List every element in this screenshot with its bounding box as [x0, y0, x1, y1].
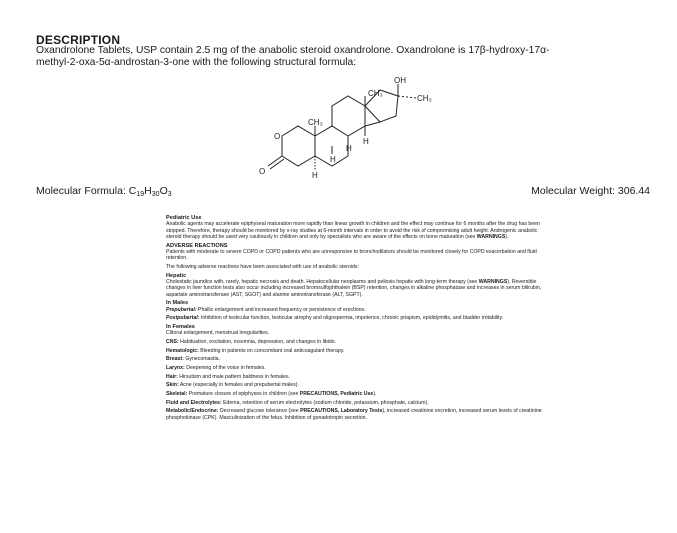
- prepubertal-item: Prepubertal: Phallic enlargement and increased frequency or persistence of erections.: [166, 306, 366, 313]
- skeletal-item: Skeletal: Premature closure of epiphyses in children (see PRECAUTIONS, Pediatric Use).: [166, 391, 377, 398]
- h-c9-label: H: [330, 155, 336, 164]
- hepatic-heading: Hepatic: [166, 272, 187, 279]
- adverse-heading: ADVERSE REACTIONS: [166, 242, 228, 249]
- description-line-2: methyl-2-oxa-5α-androstan-3-one with the following structural formula:: [36, 57, 357, 68]
- postpubertal-item: Postpubertal: Inhibition of testicular function, testicular atrophy and oligospermia, impotence, chronic priapism, epididymitis, and bladder irritability.: [166, 315, 504, 322]
- ch3-top-label: CH₃: [368, 89, 383, 98]
- ch3-c10-label: CH₃: [308, 118, 323, 127]
- pediatric-paragraph: Anabolic agents may accelerate epiphyseal maturation more rapidly than linear growth in children and the effect may continue for 6 months after the drug has been stopped. Therefore, therapy should be monitored by x-ray studies at 6-month intervals in order to avoid the risk of compromising adult height. Androgenic anabolic steroid therapy should be used very cautiously in children and only by specialists who are aware of the effects on bone maturation (see WARNINGS).: [166, 221, 540, 241]
- females-heading: In Females: [166, 323, 195, 330]
- oh-label: OH: [394, 76, 406, 85]
- h-c8-label: H: [346, 144, 352, 153]
- females-item: Clitoral enlargement, menstrual irregularities.: [166, 330, 270, 337]
- males-heading: In Males: [166, 300, 189, 307]
- adverse-paragraph: Patients with moderate to severe COPD or COPD patients who are unresponsive to bronchodilators should be monitored closely for COPD exacerbation and fluid retention.: [166, 249, 537, 262]
- hair-item: Hair: Hirsutism and male pattern baldness in females.: [166, 373, 290, 380]
- adverse-intro: The following adverse reactions have been associated with use of anabolic steroids:: [166, 264, 359, 271]
- ring-oxygen-label: O: [274, 132, 281, 141]
- molecular-weight: Molecular Weight: 306.44: [531, 185, 650, 197]
- hematologic-item: Hematologic: Bleeding in patients on concomitant oral anticoagulant therapy.: [166, 347, 345, 354]
- structural-formula: [250, 74, 440, 192]
- skin-item: Skin: Acne (especially in females and prepubertal males).: [166, 382, 299, 389]
- larynx-item: Larynx: Deepening of the voice in females.: [166, 365, 266, 372]
- ch3-methyl-label: CH₃: [417, 94, 432, 103]
- keto-oxygen-label: O: [259, 167, 266, 176]
- molecular-formula: Molecular Formula: $C_{19}H_{30}O_3$: [36, 185, 172, 198]
- h-c5-label: H: [312, 171, 318, 180]
- hepatic-paragraph: Cholestatic jaundice with, rarely, hepatic necrosis and death. Hepatocellular neoplasms and peliosis hepatis with long-term therapy (see WARNINGS). Reversible changes in liver function tests also occur including increased bromsulfophthalein (BSP) retention, changes in alkaline phosphatase and increases in serum bilirubin, aspartate aminotransferase (AST, SGOT) and alanine aminotransferase (ALT, SGPT).: [166, 279, 542, 298]
- fluid-item: Fluid and Electrolytes: Edema, retention of serum electrolytes (sodium chloride, potassium, phosphate, calcium).: [166, 399, 429, 406]
- description-line-1: Oxandrolone Tablets, USP contain 2.5 mg of the anabolic steroid oxandrolone. Oxandrolone is 17β-hydroxy-17α-: [36, 45, 550, 56]
- cns-item: CNS: Habituation, excitation, insomnia, depression, and changes in libido.: [166, 338, 337, 345]
- h-c14-label: H: [363, 137, 369, 146]
- pediatric-heading: Pediatric Use: [166, 215, 202, 222]
- label-body-text: [166, 214, 548, 423]
- metabolic-item: Metabolic/Endocrine: Decreased glucose tolerance (see PRECAUTIONS, Laboratory Tests), increased creatinine excretion, increased serum levels of creatinine phosphokinase (CPK). Masculinization of the fetus. Inhibition of gonadotropin secretion.: [166, 408, 542, 421]
- description-heading: DESCRIPTION: [36, 33, 121, 47]
- breast-item: Breast: Gynecomastia.: [166, 356, 220, 363]
- ring-bonds: [268, 84, 416, 170]
